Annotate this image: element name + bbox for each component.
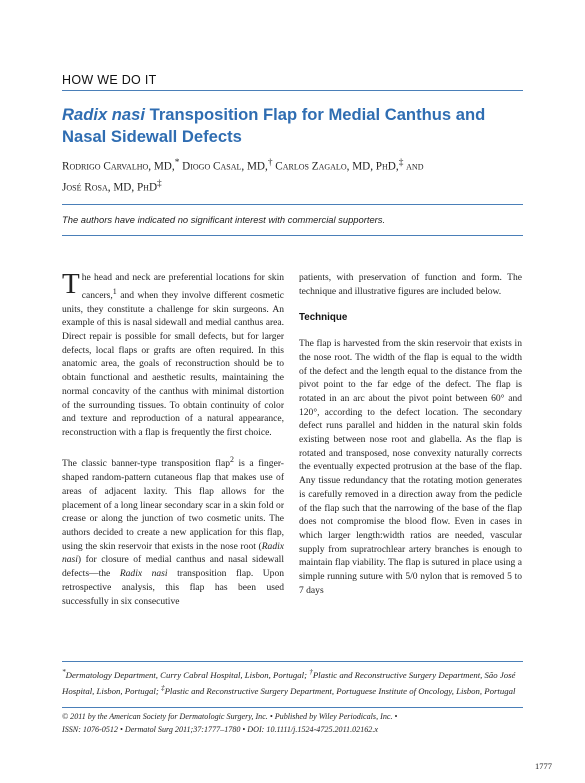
italic-term: Radix nasi — [119, 568, 168, 580]
affiliation-mark: * — [62, 668, 66, 676]
copyright-line-1: © 2011 by the American Society for Dermatologic Surgery, Inc. • Published by Wiley Periodicals, Inc. • — [62, 712, 398, 721]
technique-heading: Technique — [299, 312, 348, 324]
affiliation-text: Dermatology Department, Curry Cabral Hospital, Lisbon, Portugal; — [65, 669, 310, 680]
top-divider — [62, 90, 523, 91]
paragraph-text: ) for closure of medial canthus and nasal sidewall defects—the — [62, 554, 284, 580]
paragraph-text: he head and neck are preferential locations for skin cancers, — [81, 272, 284, 301]
title-italic: Radix nasi — [62, 105, 146, 124]
author-2: Diogo Casal, MD, — [179, 160, 268, 173]
affiliation-text: Plastic and Reconstructive Surgery Department, Portuguese Institute of Oncology, Lisbon, Portugal — [164, 685, 516, 696]
author-3-mark: ‡ — [398, 158, 404, 168]
affiliations-footnote — [62, 666, 525, 697]
author-3: Carlos Zagalo, MD, PhD, — [272, 160, 399, 173]
paragraph-text: is a finger-shaped random-pattern cutaneous flap that makes use of areas of adjacent laxity. This flap allows for the placement of a long linear secondary scar in a skin fold or crease or along the junction of two cosmetic units. The authors decided to create a new application for this flap, using the skin reservoir that exists in the nose root ( — [62, 458, 284, 552]
paragraph-intro — [62, 268, 284, 440]
author-2-mark: † — [267, 158, 273, 168]
disclosure-statement: The authors have indicated no significant interest with commercial supporters. — [62, 214, 386, 225]
title-text: Transposition Flap for Medial Canthus and Nasal Sidewall Defects — [62, 105, 486, 146]
author-4-mark: ‡ — [157, 178, 162, 189]
copyright-divider — [62, 707, 523, 708]
italic-term: Radix nasi — [62, 540, 284, 566]
section-label: HOW WE DO IT — [62, 73, 157, 87]
author-list — [62, 155, 532, 196]
drop-cap: T — [62, 268, 80, 300]
copyright-notice — [62, 711, 525, 736]
footnote-divider — [62, 661, 523, 662]
paragraph-text: The classic banner-type transposition flap — [62, 458, 231, 470]
author-1-mark: * — [174, 158, 180, 168]
paragraph-technique: The flap is harvested from the skin reservoir that exists in the nose root. The width of the flap is equal to the width of the defect and the length equal to the distance from the pivot point to the far edge of the defect. The flap is rotated in an arc about the pivot point between 60° and 120°, according to the defect location. The secondary defect runs parallel and hidden in the natural skin folds existing between nose root and glabella. As the flap is rotated and transposed, nose convexity naturally corrects the eventually expected protrusion at the base of the flap. Any tissue redundancy that the rotating motion generates is carefully removed in a direction away from the pedicle of the flap such that the narrowing of the base of the flap does not compromise the blood flow. Even in cases in which larger length:width ratios are needed, vascular supply from supratrochlear artery branches is enough to maintain flap viability. The flap is sutured in place using a simple running suture with 5/0 nylon that is removed 5 to 7 days — [299, 338, 522, 596]
affiliation-mark: † — [309, 668, 313, 676]
disclosure-bottom-divider — [62, 235, 523, 236]
affiliation-text: Plastic and Reconstructive Surgery Department, São José Hospital, Lisbon, Portugal; — [62, 669, 516, 696]
disclosure-top-divider — [62, 204, 523, 205]
author-4: José Rosa, MD, PhD — [62, 181, 158, 194]
copyright-line-2: ISSN: 1076-0512 • Dermatol Surg 2011;37:1777–1780 • DOI: 10.1111/j.1524-4725.2011.02162.x — [62, 724, 378, 734]
reference-mark: 2 — [230, 455, 234, 465]
affiliation-mark: ‡ — [160, 683, 165, 692]
page-number: 1777 — [535, 761, 552, 771]
paragraph-text: transposition flap. Upon retrospective analysis, this flap has been used successfully in six consecutive — [62, 568, 284, 607]
paragraph-text: and when they involve different cosmetic units, they constitute a challenge for skin surgeons. An example of this is nasal sidewall and medial canthus area. Direct repair is possible for small defects, but for larger defects, local flaps or grafts are often required. In this anatomic area, the goals of reconstruction should be to obtain functional and aesthetic results, maintaining the normal concavity of the canthus with minimal distortion of the surrounding tissues. To obtain continuity of color and texture and reproduction of a natural appearance, reconstruction with a flap is frequently the first choice. — [62, 289, 284, 438]
body-column-left — [62, 268, 284, 608]
paragraph-continued: patients, with preservation of function and form. The technique and illustrative figures are included below. — [299, 272, 522, 297]
reference-mark: 1 — [112, 286, 117, 296]
author-and: and — [403, 160, 424, 173]
paragraph-flap — [62, 453, 284, 608]
author-1: Rodrigo Carvalho, MD, — [62, 160, 175, 173]
body-column-right — [299, 271, 522, 597]
article-title — [62, 104, 527, 148]
